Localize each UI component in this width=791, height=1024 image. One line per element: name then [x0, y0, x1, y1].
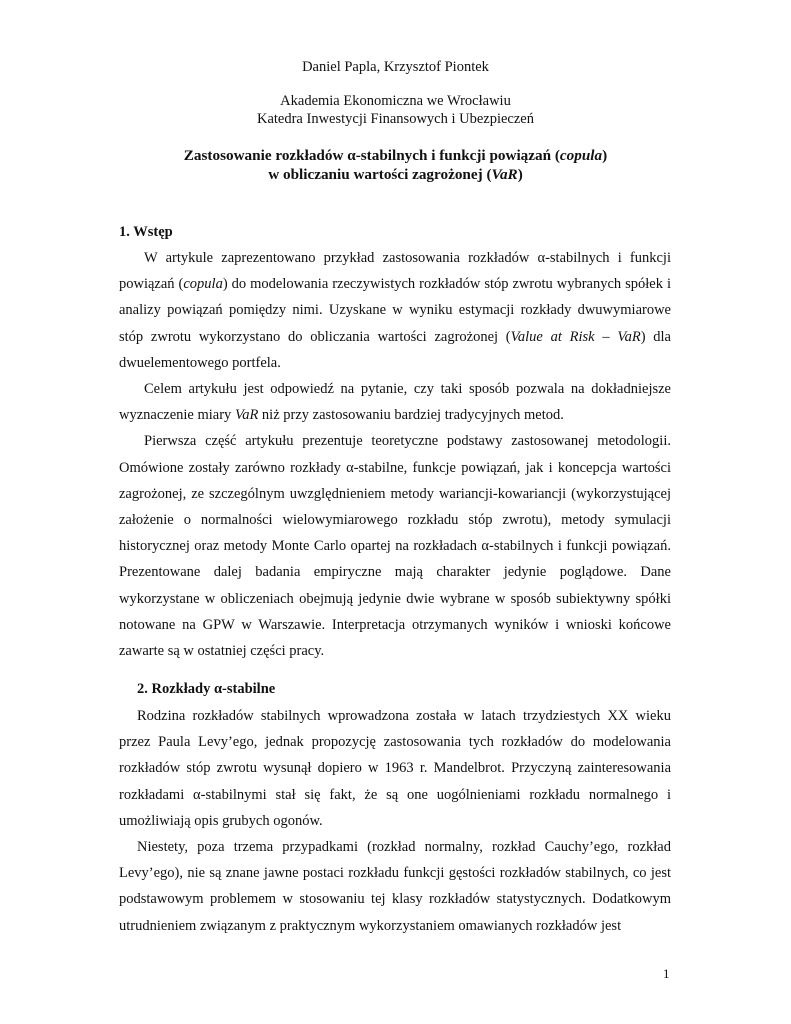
affiliation-department: Katedra Inwestycji Finansowych i Ubezpieczeń	[256, 111, 534, 127]
title-line-1: Zastosowanie rozkładów α-stabilnych i funkcji powiązań (copula)	[183, 147, 608, 164]
page-number: 1	[663, 966, 670, 981]
affiliation	[0, 92, 791, 128]
section-heading-intro: 1. Wstęp	[119, 224, 173, 240]
paragraph: Niestety, poza trzema przypadkami (rozkład normalny, rozkład Cauchy’ego, rozkład Levy’ego), nie są znane jawne postaci rozkładu funkcji gęstości rozkładów stabilnych, co jest podstawowym problemem w stosowaniu tej klasy rozkładów statystycznych. Dodatkowym utrudnieniem związanym z praktycznym wykorzystaniem omawianych rozkładów jest	[119, 839, 671, 934]
paper-title	[0, 147, 791, 184]
authors: Daniel Papla, Krzysztof Piontek	[302, 59, 489, 75]
section-heading-stable-distributions: 2. Rozkłady α-stabilne	[137, 681, 276, 697]
paragraph: Rodzina rozkładów stabilnych wprowadzona została w latach trzydziestych XX wieku przez Paula Levy’ego, jednak propozycję zastosowania tych rozkładów do modelowania rozkładów stóp zwrotu wysunął dopiero w 1963 r. Mandelbrot. Przyczyną zainteresowania rozkładami α-stabilnymi stał się fakt, że są one uogólnieniami rozkładu normalnego i umożliwiają opis grubych ogonów.	[119, 708, 671, 829]
section-intro-body	[119, 245, 671, 664]
paragraph: Pierwsza część artykułu prezentuje teoretyczne podstawy zastosowanej metodologii. Omówione zostały zarówno rozkłady α-stabilne, funkcje powiązań, jak i koncepcja wartości zagrożonej, ze szczególnym uwzględnieniem metody wariancji-kowariancji (wykorzystującej założenie o normalności wielowymiarowego rozkładu stóp zwrotu), metody symulacji historycznej oraz metody Monte Carlo opartej na rozkładach α-stabilnych i funkcji powiązań. Prezentowane dalej badania empiryczne mają charakter jedynie poglądowe. Dane wykorzystane w obliczeniach obejmują jedynie dwie wybrane w sposób subiektywny spółki notowane na GPW w Warszawie. Interpretacja otrzymanych wyników i wnioski końcowe zawarte są w ostatniej części pracy.	[119, 433, 671, 660]
affiliation-university: Akademia Ekonomiczna we Wrocławiu	[280, 93, 511, 109]
paragraph: W artykule zaprezentowano przykład zastosowania rozkładów α-stabilnych i funkcji powiązań (copula) do modelowania rzeczywistych rozkładów stóp zwrotu wybranych spółek i analizy powiązań pomiędzy nimi. Uzyskane w wyniku estymacji rozkłady dwuwymiarowe stóp zwrotu wykorzystano do obliczania wartości zagrożonej (Value at Risk – VaR) dla dwuelementowego portfela.	[119, 250, 671, 371]
title-line-2: w obliczaniu wartości zagrożonej (VaR)	[268, 165, 523, 183]
paragraph: Celem artykułu jest odpowiedź na pytanie, czy taki sposób pozwala na dokładniejsze wyznaczenie miary VaR niż przy zastosowaniu bardziej tradycyjnych metod.	[119, 381, 671, 424]
section-stable-body	[119, 703, 671, 939]
